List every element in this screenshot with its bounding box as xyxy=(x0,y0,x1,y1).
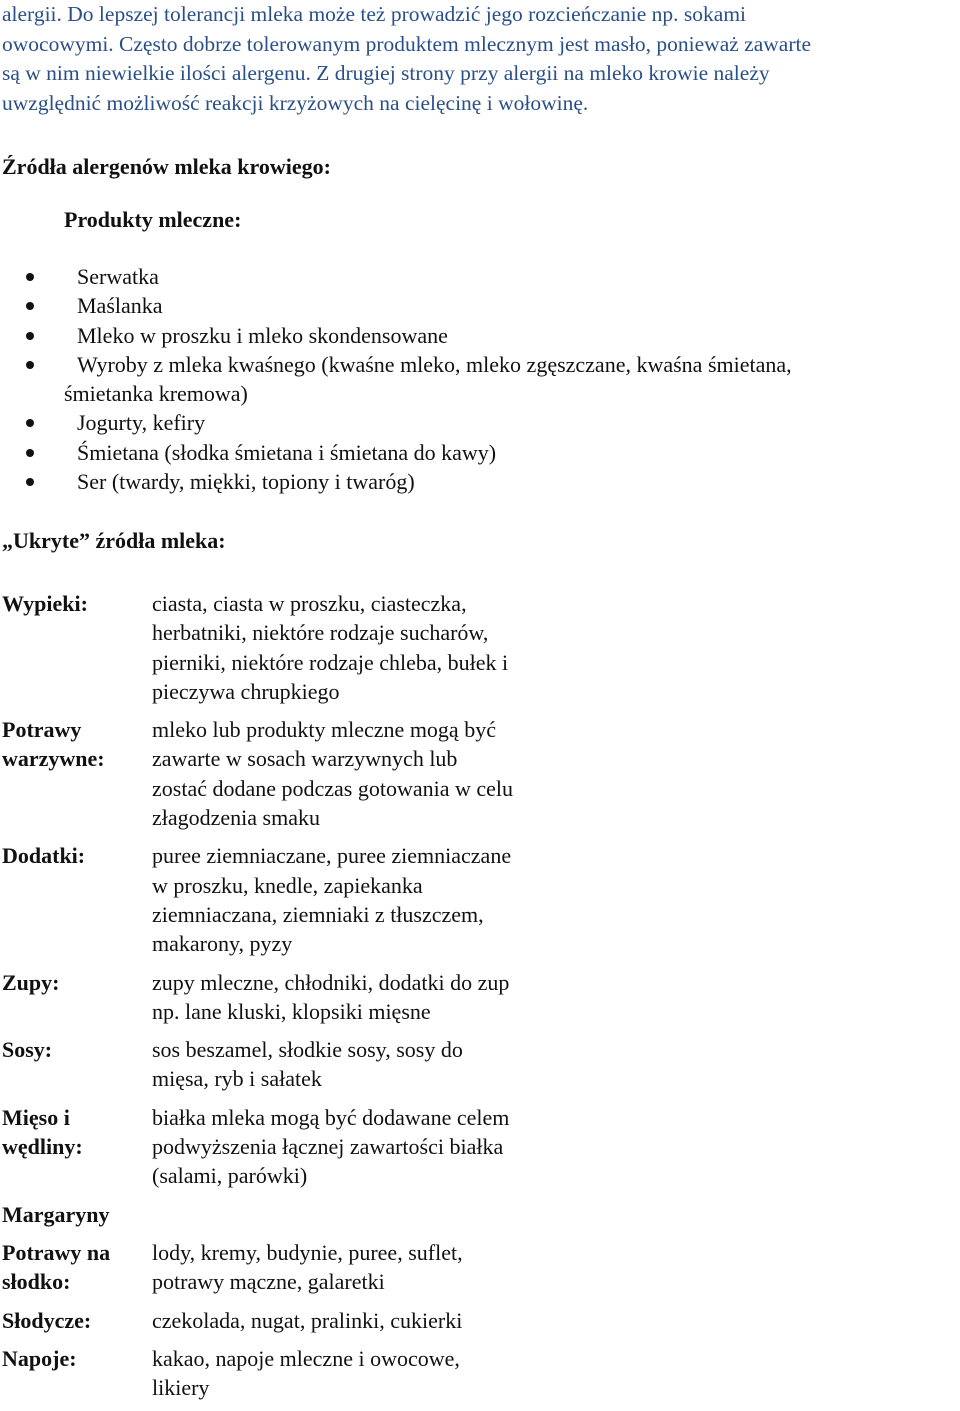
table-row xyxy=(0,1306,960,1335)
bullet-icon xyxy=(26,273,34,281)
term-line: Dodatki: xyxy=(2,843,86,869)
list-item-text: Maślanka xyxy=(77,293,163,319)
row-term xyxy=(0,1035,152,1094)
list-item xyxy=(0,438,960,467)
term-line: Mięso i xyxy=(2,1104,70,1130)
row-description xyxy=(152,589,592,706)
term-line: Słodycze: xyxy=(2,1307,92,1333)
bullet-icon xyxy=(26,361,34,369)
term-line: Sosy: xyxy=(2,1037,53,1063)
bullet-icon xyxy=(26,449,34,457)
table-row xyxy=(0,1238,960,1297)
table-row xyxy=(0,1200,960,1229)
dairy-products-list xyxy=(0,262,960,496)
term-line: słodko: xyxy=(2,1269,71,1295)
description-line: w proszku, knedle, zapiekanka xyxy=(152,872,423,898)
bullet-icon xyxy=(26,332,34,340)
bullet-icon xyxy=(26,478,34,486)
intro-line-3: są w nim niewielkie ilości alergenu. Z drugiej strony przy alergii na mleko krowie należy xyxy=(2,61,770,85)
list-item xyxy=(0,291,960,320)
list-item-continuation: śmietanka kremowa) xyxy=(64,381,248,407)
table-row xyxy=(0,1103,960,1191)
list-item-text: Mleko w proszku i mleko skondensowane xyxy=(77,322,448,348)
row-description xyxy=(152,1238,592,1297)
term-line: wędliny: xyxy=(2,1134,83,1160)
description-line: kakao, napoje mleczne i owocowe, xyxy=(152,1345,460,1371)
list-item xyxy=(0,467,960,496)
description-line: białka mleka mogą być dodawane celem xyxy=(152,1104,510,1130)
description-line: likiery xyxy=(152,1375,210,1401)
list-item-text: Serwatka xyxy=(77,264,159,289)
row-description xyxy=(152,1035,592,1094)
row-term xyxy=(0,1238,152,1297)
description-line: sos beszamel, słodkie sosy, sosy do xyxy=(152,1037,463,1063)
term-line: Zupy: xyxy=(2,969,60,995)
description-line: zupy mleczne, chłodniki, dodatki do zup xyxy=(152,969,510,995)
description-line: pieczywa chrupkiego xyxy=(152,678,340,704)
list-item-text: Śmietana (słodka śmietana i śmietana do kawy) xyxy=(77,439,497,465)
list-item xyxy=(0,321,960,350)
description-line: ciasta, ciasta w proszku, ciasteczka, xyxy=(152,591,467,616)
description-line: podwyższenia łącznej zawartości białka xyxy=(152,1134,504,1160)
list-item xyxy=(0,350,960,409)
bullet-icon xyxy=(26,419,34,427)
sources-heading: Źródła alergenów mleka krowiego: xyxy=(2,154,331,179)
description-line: np. lane kluski, klopsiki mięsne xyxy=(152,998,431,1024)
row-term xyxy=(0,841,152,958)
description-line: mięsa, ryb i sałatek xyxy=(152,1066,322,1092)
description-line: mleko lub produkty mleczne mogą być xyxy=(152,717,496,743)
row-term xyxy=(0,1103,152,1191)
row-description xyxy=(152,1306,592,1335)
intro-line-2: owocowymi. Często dobrze tolerowanym produktem mlecznym jest masło, ponieważ zawarte xyxy=(2,31,811,56)
table-row xyxy=(0,1035,960,1094)
row-term xyxy=(0,715,152,832)
row-term xyxy=(0,1344,152,1403)
intro-paragraph xyxy=(2,0,958,118)
row-term xyxy=(0,589,152,706)
bullet-icon xyxy=(26,302,34,310)
list-item xyxy=(0,408,960,437)
row-description xyxy=(152,715,592,832)
term-line: Napoje: xyxy=(2,1345,77,1371)
table-row xyxy=(0,968,960,1027)
list-item-text: Jogurty, kefiry xyxy=(77,410,206,436)
description-line: zostać dodane podczas gotowania w celu xyxy=(152,775,514,801)
term-line: warzywne: xyxy=(2,746,105,772)
intro-line-4: uwzględnić możliwość reakcji krzyżowych na cielęcinę i wołowinę. xyxy=(2,90,589,115)
description-line: ziemniaczana, ziemniaki z tłuszczem, xyxy=(152,901,484,927)
description-line: (salami, parówki) xyxy=(152,1163,308,1189)
description-line: herbatniki, niektóre rodzaje sucharów, xyxy=(152,620,489,646)
description-line: makarony, pyzy xyxy=(152,931,293,957)
row-description xyxy=(152,841,592,958)
table-row xyxy=(0,715,960,832)
description-line: złagodzenia smaku xyxy=(152,805,320,831)
row-description xyxy=(152,1200,592,1229)
term-line: Margaryny xyxy=(2,1201,110,1227)
row-description xyxy=(152,1344,592,1403)
description-line: potrawy mączne, galaretki xyxy=(152,1269,385,1295)
dairy-products-heading: Produkty mleczne: xyxy=(64,207,242,232)
term-line: Wypieki: xyxy=(2,591,88,616)
description-line: zawarte w sosach warzywnych lub xyxy=(152,746,458,772)
list-item xyxy=(0,262,960,291)
row-description xyxy=(152,968,592,1027)
row-term xyxy=(0,1306,152,1335)
description-line: puree ziemniaczane, puree ziemniaczane xyxy=(152,843,512,869)
intro-line-1: alergii. Do lepszej tolerancji mleka może też prowadzić jego rozcieńczanie np. sokami xyxy=(2,2,747,26)
row-description xyxy=(152,1103,592,1191)
description-line: lody, kremy, budynie, puree, suflet, xyxy=(152,1239,463,1265)
table-row xyxy=(0,589,960,706)
table-row xyxy=(0,1344,960,1403)
table-row xyxy=(0,841,960,958)
term-line: Potrawy na xyxy=(2,1239,111,1265)
description-line: czekolada, nugat, pralinki, cukierki xyxy=(152,1307,463,1333)
term-line: Potrawy xyxy=(2,717,82,743)
description-line: pierniki, niektóre rodzaje chleba, bułek i xyxy=(152,649,509,675)
list-item-text: Wyroby z mleka kwaśnego (kwaśne mleko, mleko zgęszczane, kwaśna śmietana, xyxy=(77,351,792,377)
hidden-sources-heading: „Ukryte” źródła mleka: xyxy=(2,528,226,553)
hidden-sources-table xyxy=(0,589,960,1411)
row-term xyxy=(0,968,152,1027)
list-item-text: Ser (twardy, miękki, topiony i twaróg) xyxy=(77,469,415,495)
row-term xyxy=(0,1200,152,1229)
